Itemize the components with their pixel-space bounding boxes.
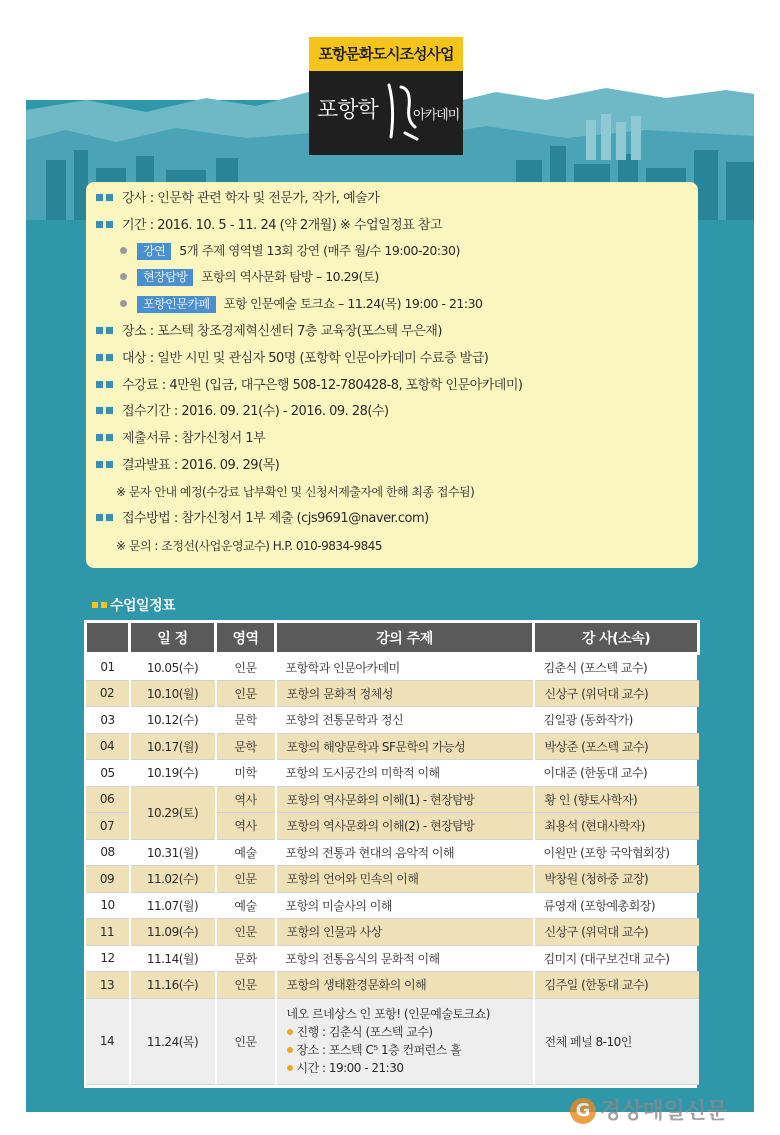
note-contact: ※ 문의 : 조정선(사업운영교수) H.P. 010-9834-9845 [116,539,382,553]
table-row [86,839,699,866]
cell-topic: 포항의 도시공간의 미학적 이해 [276,760,534,787]
cell-date: 10.17(월) [130,733,216,760]
cell-lecturer: 이대준 (한동대 교수) [534,760,699,787]
cell-lecturer: 전체 페널 8-10인 [534,998,699,1084]
header-date: 일 정 [130,622,216,654]
logo-sub-text: 아카데미 [413,108,460,123]
info-method [96,508,429,530]
cell-no: 12 [86,945,130,972]
table-row [86,786,699,813]
info-text: 기간 : 2016. 10. 5 - 11. 24 (약 2개월) ※ 수업일정표 참고 [122,218,443,233]
info-text: 접수기간 : 2016. 09. 21(수) - 2016. 09. 28(수) [122,404,389,419]
cell-date: 10.19(수) [130,760,216,787]
final-topic-line [287,1023,533,1041]
cell-area: 미학 [216,760,276,787]
cell-no: 10 [86,892,130,919]
cell-topic: 포항의 생태환경문화의 이해 [276,972,534,999]
info-lecturer [96,188,379,210]
header-lecturer: 강 사(소속) [534,622,699,654]
sub-field-trip [120,266,379,288]
cell-no: 08 [86,839,130,866]
header-area: 영역 [216,622,276,654]
cell-area: 예술 [216,839,276,866]
cell-area: 인문 [216,998,276,1084]
table-row [86,972,699,999]
info-target [96,348,488,370]
final-topic-line [287,1041,533,1059]
info-result [96,455,279,477]
header-no [86,622,130,654]
cell-topic: 포항의 인물과 사상 [276,919,534,946]
table-header-row [86,622,699,654]
cell-no: 13 [86,972,130,999]
schedule-table [84,620,697,1088]
cell-lecturer: 신상구 (위덕대 교수) [534,919,699,946]
table-row-final [86,998,699,1084]
info-text: 결과발표 : 2016. 09. 29(목) [122,458,280,473]
watermark-text: 경상매일신문 [600,1099,728,1124]
table-row [86,733,699,760]
cell-topic: 포항의 문화적 정체성 [276,680,534,707]
cell-date: 10.31(월) [130,839,216,866]
cell-date: 11.24(목) [130,998,216,1084]
cell-no: 06 [86,786,130,813]
table-row [86,945,699,972]
cell-area: 인문 [216,654,276,681]
cell-date: 11.02(수) [130,866,216,893]
final-topic-line-text: 진행 : 김춘식 (포스텍 교수) [296,1025,433,1039]
info-venue [96,321,442,343]
info-text: 수강료 : 4만원 (입금, 대구은행 508-12-780428-8, 포항학 인문아카데미) [122,378,523,393]
cell-date: 10.10(월) [130,680,216,707]
cell-area: 인문 [216,919,276,946]
cell-area: 문학 [216,707,276,734]
cell-area: 인문 [216,866,276,893]
info-text: 장소 : 포스텍 창조경제혁신센터 7층 교육장(포스텍 무은재) [122,324,442,339]
cell-topic: 포항학과 인문아카데미 [276,654,534,681]
tag-cafe: 포항인문카페 [137,296,216,313]
table-row [86,892,699,919]
cell-lecturer: 최용석 (현대사학자) [534,813,699,840]
cell-topic [276,998,534,1084]
sub-text: 포항 인문예술 토크쇼 – 11.24(목) 19:00 - 21:30 [223,296,483,311]
final-topic-title: 네오 르네상스 인 포항! (인문예술토크쇼) [286,1007,490,1021]
logo [309,37,463,155]
cell-area: 문화 [216,945,276,972]
cell-no: 05 [86,760,130,787]
cell-lecturer: 김미지 (대구보건대 교수) [534,945,699,972]
cell-no: 02 [86,680,130,707]
cell-lecturer: 박상준 (포스텍 교수) [534,733,699,760]
cell-date: 11.07(월) [130,892,216,919]
cell-date: 10.12(수) [130,707,216,734]
cell-area: 문학 [216,733,276,760]
sub-cafe [120,293,482,315]
table-row [86,919,699,946]
cell-topic: 포항의 전통음식의 문화적 이해 [276,945,534,972]
table-row [86,866,699,893]
schedule-title-text: 수업일정표 [110,598,176,614]
cell-lecturer: 류영재 (포항예총회장) [534,892,699,919]
note-sms: ※ 문자 안내 예정(수강료 납부확인 및 신청서제출자에 한해 최종 접수됨) [116,485,475,499]
cell-topic: 포항의 전통과 현대의 음악적 이해 [276,839,534,866]
cell-topic: 포항의 미술사의 이해 [276,892,534,919]
tag-field-trip: 현장탐방 [137,269,193,286]
cell-no: 04 [86,733,130,760]
cell-area: 역사 [216,813,276,840]
cell-no: 01 [86,654,130,681]
cell-no: 09 [86,866,130,893]
cell-no: 14 [86,998,130,1084]
logo-bottom [309,71,463,155]
cell-area: 인문 [216,972,276,999]
cell-date: 11.16(수) [130,972,216,999]
cell-no: 03 [86,707,130,734]
table-row [86,680,699,707]
cell-topic: 포항의 역사문화의 이해(2) - 현장탐방 [276,813,534,840]
cell-area: 역사 [216,786,276,813]
cell-lecturer: 박창원 (청하중 교장) [534,866,699,893]
cell-date: 11.09(수) [130,919,216,946]
cell-no: 07 [86,813,130,840]
header-topic: 강의 주제 [276,622,534,654]
cell-no: 11 [86,919,130,946]
sub-text: 5개 주제 영역별 13회 강연 (매주 월/수 19:00-20:30) [179,243,460,258]
info-text: 제출서류 : 참가신청서 1부 [122,431,266,446]
info-fee [96,375,522,397]
schedule-title [92,596,175,616]
cell-lecturer: 김춘식 (포스텍 교수) [534,654,699,681]
cell-lecturer: 김주일 (한동대 교수) [534,972,699,999]
info-text: 대상 : 일반 시민 및 관심자 50명 (포항학 인문아카데미 수료증 발급) [122,351,489,366]
cell-lecturer: 이원만 (포항 국악협회장) [534,839,699,866]
info-application-period [96,401,389,423]
info-text: 강사 : 인문학 관련 학자 및 전문가, 작가, 예술가 [122,191,380,206]
cell-area: 예술 [216,892,276,919]
table-row [86,654,699,681]
logo-main-text: 포항학 [317,98,378,123]
cell-topic: 포항의 언어와 민속의 이해 [276,866,534,893]
cell-area: 인문 [216,680,276,707]
cell-lecturer: 황 인 (향토사학자) [534,786,699,813]
info-period [96,215,442,237]
final-topic-line-text: 장소 : 포스텍 C⁵ 1층 컨퍼런스 홀 [296,1043,462,1057]
table-row [86,760,699,787]
cell-topic: 포항의 전통문학과 정신 [276,707,534,734]
logo-top-text: 포항문화도시조성사업 [309,37,463,71]
watermark-logo-icon: G [570,1098,596,1124]
cell-lecturer: 신상구 (위덕대 교수) [534,680,699,707]
watermark [570,1094,728,1130]
sub-text: 포항의 역사문화 탐방 – 10.29(토) [201,269,379,284]
info-text: 접수방법 : 참가신청서 1부 제출 (cjs9691@naver.com) [122,511,429,526]
table-row [86,707,699,734]
cell-date: 10.05(수) [130,654,216,681]
cell-topic: 포항의 해양문학과 SF문학의 가능성 [276,733,534,760]
cell-date: 10.29(토) [130,786,216,839]
info-documents [96,428,265,450]
cell-lecturer: 김일광 (동화작가) [534,707,699,734]
tag-lecture: 강연 [137,243,171,260]
cell-date: 11.14(월) [130,945,216,972]
cell-topic: 포항의 역사문화의 이해(1) - 현장탐방 [276,786,534,813]
final-topic-line [287,1059,533,1077]
sub-lecture [120,240,460,262]
final-topic-line-text: 시간 : 19:00 - 21:30 [296,1061,404,1075]
info-card [86,182,698,568]
